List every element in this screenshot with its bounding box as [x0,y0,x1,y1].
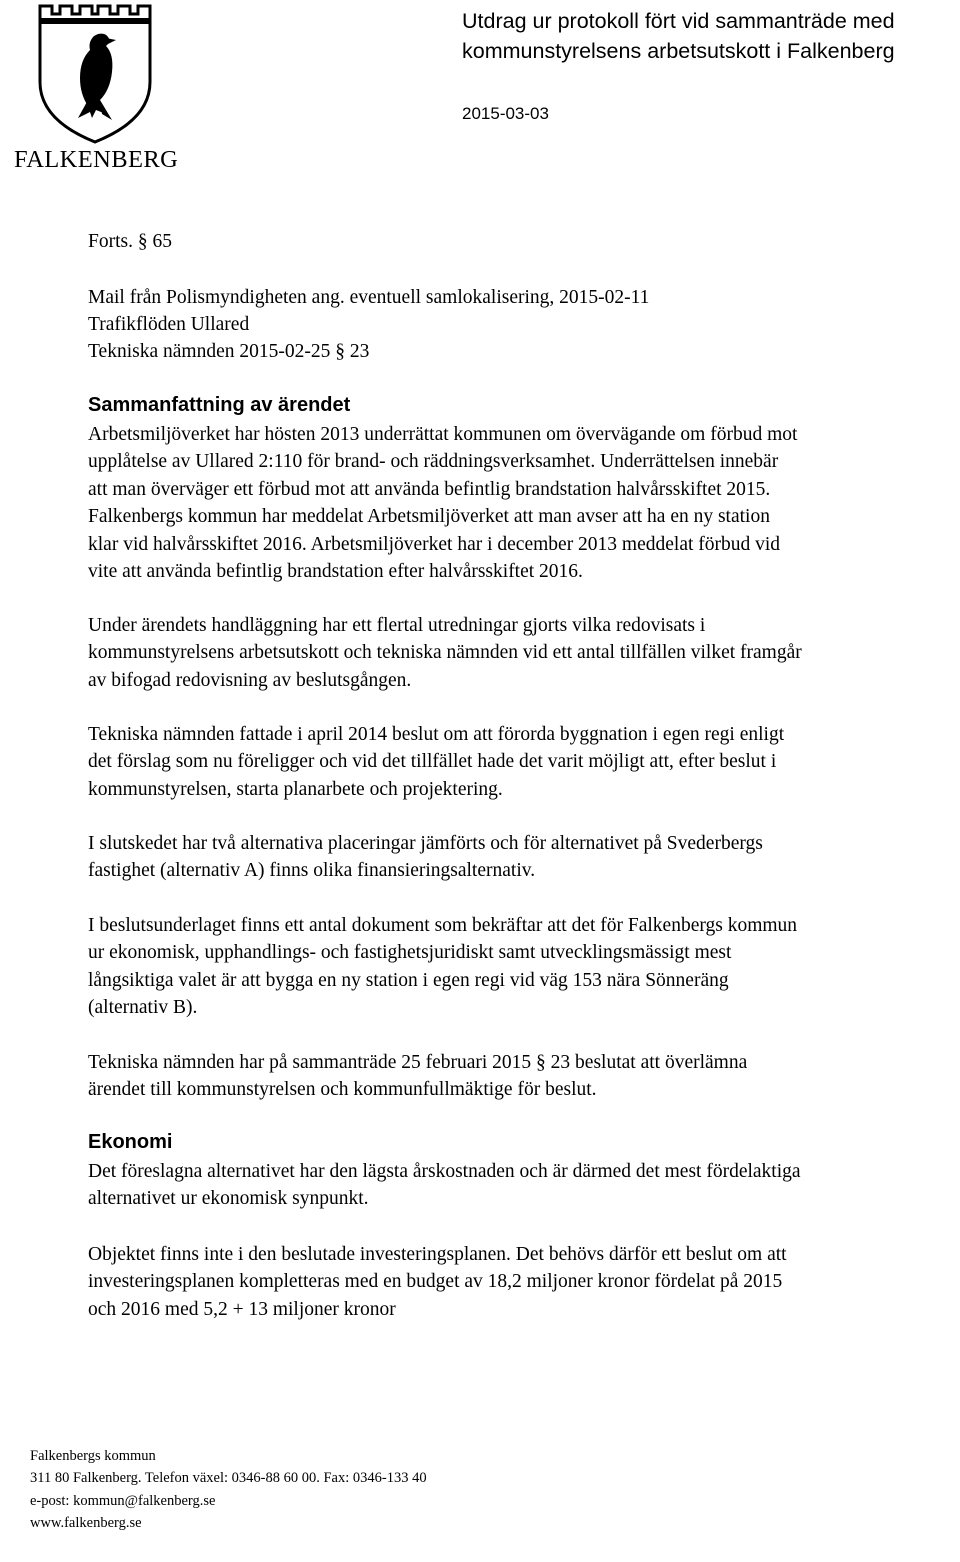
text-line: att man överväger ett förbud mot att använda befintlig brandstation halvårsskiftet 2015. [88,478,771,500]
text-line: Under ärendets handläggning har ett flertal utredningar gjorts vilka redovisats i [88,615,706,636]
text-line: I slutskedet har två alternativa placeringar jämförts och för alternativet på Svederbergs [88,833,763,854]
summary-paragraph-1 [88,421,948,585]
text-line: det förslag som nu föreligger och vid det tillfället hade det varit möjligt att, efter beslut i [88,751,777,773]
continuation-ref: Forts. § 65 [88,231,172,252]
text-line: (alternativ B). [88,997,198,1019]
text-line: av bifogad redovisning av beslutsgången. [88,669,412,691]
footer-address: 311 80 Falkenberg. Telefon växel: 0346-88 60 00. Fax: 0346-133 40 [30,1470,427,1487]
text-line: fastighet (alternativ A) finns olika finansieringsalternativ. [88,860,536,882]
ref-line: Tekniska nämnden 2015-02-25 § 23 [88,341,370,362]
text-line: upplåtelse av Ullared 2:110 för brand- och räddningsverksamhet. Underrättelsen innebär [88,451,779,473]
economy-paragraph-1 [88,1158,948,1213]
text-line: Objektet finns inte i den beslutade investeringsplanen. Det behövs därför ett beslut om att [88,1244,787,1265]
summary-paragraph-4 [88,830,948,885]
falkenberg-coat-of-arms-icon [36,2,154,144]
text-line: Det föreslagna alternativet har den lägsta årskostnaden och är därmed det mest fördelaktiga [88,1161,801,1182]
text-line: Tekniska nämnden har på sammanträde 25 februari 2015 § 23 beslutat att överlämna [88,1052,748,1073]
logo-text: FALKENBERG [14,146,179,173]
text-line: Tekniska nämnden fattade i april 2014 beslut om att förorda byggnation i egen regi enligt [88,724,785,745]
footer-name: Falkenbergs kommun [30,1448,156,1464]
title-line-2: kommunstyrelsens arbetsutskott i Falkenberg [462,39,895,63]
text-line: ärendet till kommunstyrelsen och kommunfullmäktige för beslut. [88,1079,597,1101]
ref-line: Mail från Polismyndigheten ang. eventuell samlokalisering, 2015-02-11 [88,287,650,308]
document-title [462,6,895,66]
text-line: Arbetsmiljöverket har hösten 2013 underrättat kommunen om övervägande om förbud mot [88,424,798,445]
summary-paragraph-2 [88,612,948,694]
page-footer [30,1445,427,1535]
summary-paragraph-3 [88,721,948,803]
meeting-date: 2015-03-03 [462,104,549,123]
footer-web: www.falkenberg.se [30,1515,142,1532]
text-line: klar vid halvårsskiftet 2016. Arbetsmiljöverket har i december 2013 meddelat förbud vid [88,533,781,555]
summary-heading: Sammanfattning av ärendet [88,394,351,416]
text-line: Falkenbergs kommun har meddelat Arbetsmiljöverket att man avser att ha en ny station [88,506,770,528]
text-line: långsiktiga valet är att bygga en ny station i egen regi vid väg 153 nära Sönneräng [88,969,729,991]
summary-paragraph-6 [88,1049,948,1104]
text-line: investeringsplanen kompletteras med en budget av 18,2 miljoner kronor fördelat på 2015 [88,1271,783,1293]
title-line-1: Utdrag ur protokoll fört vid sammanträde med [462,9,895,33]
summary-paragraph-5 [88,912,948,1022]
footer-email: e-post: kommun@falkenberg.se [30,1492,216,1509]
economy-heading: Ekonomi [88,1131,173,1153]
text-line: vite att använda befintlig brandstation efter halvårsskiftet 2016. [88,561,583,583]
text-line: ur ekonomisk, upphandlings- och fastighetsjuridiskt samt utvecklingsmässigt mest [88,942,732,964]
text-line: I beslutsunderlaget finns ett antal dokument som bekräftar att det för Falkenbergs kommun [88,915,798,936]
ref-line: Trafikflöden Ullared [88,314,250,335]
text-line: kommunstyrelsens arbetsutskott och tekniska nämnden vid ett antal tillfällen vilket framgår [88,642,802,664]
text-line: kommunstyrelsen, starta planarbete och projektering. [88,778,503,800]
text-line: och 2016 med 5,2 + 13 miljoner kronor [88,1298,396,1320]
text-line: alternativet ur ekonomisk synpunkt. [88,1188,369,1210]
economy-paragraph-2 [88,1241,948,1323]
